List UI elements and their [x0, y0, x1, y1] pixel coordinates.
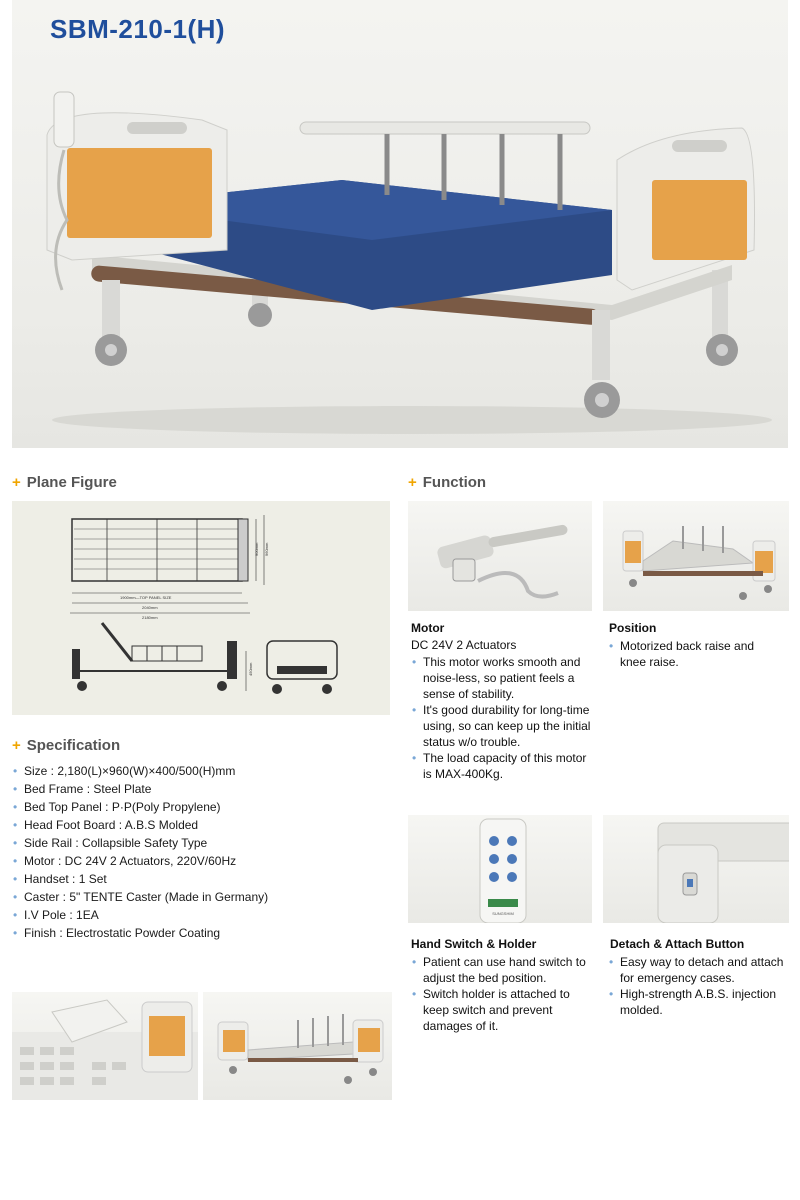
hero-section	[12, 0, 788, 448]
hand-switch-photo	[408, 815, 592, 923]
hospital-bed-image	[12, 60, 788, 448]
handset-brand: SUNGSHIM	[492, 911, 514, 916]
spec-item: • I.V Pole : 1EA	[12, 906, 392, 924]
detach-button-image	[603, 815, 789, 923]
spec-item: • Motor : DC 24V 2 Actuators, 220V/60Hz	[12, 852, 392, 870]
dim-label-width-a: 900mm	[254, 542, 259, 556]
handset-image	[408, 815, 592, 923]
spec-item: • Head Foot Board : A.B.S Molded	[12, 816, 392, 834]
list-item: • It's good durability for long-time using, so can keep up the initial status w/o trouble.	[411, 702, 591, 750]
position-feature-list	[608, 638, 783, 670]
spec-item: • Finish : Electrostatic Powder Coating	[12, 924, 392, 942]
spec-item: • Handset : 1 Set	[12, 870, 392, 888]
spec-item: • Size : 2,180(L)×960(W)×400/500(H)mm	[12, 762, 392, 780]
bed-detail-photo-right	[203, 992, 392, 1100]
plus-icon: +	[12, 737, 21, 754]
page-title: SBM-210-1(H)	[50, 14, 226, 44]
plus-icon: +	[408, 474, 417, 491]
dim-label-height: 450mm	[248, 662, 253, 676]
motor-actuator-image	[408, 501, 592, 611]
list-item: • Switch holder is attached to keep switch and prevent damages of it.	[411, 986, 591, 1034]
dim-label-mid: 2040mm	[142, 605, 158, 610]
detach-photo	[603, 815, 789, 923]
technical-drawing	[12, 501, 390, 715]
spec-item: • Side Rail : Collapsible Safety Type	[12, 834, 392, 852]
dim-label-width-b: 960mm	[264, 542, 269, 556]
bed-side-image	[203, 992, 392, 1100]
motor-photo	[408, 501, 592, 611]
detach-feature-list	[608, 954, 788, 1018]
function-heading: + Function	[408, 474, 487, 491]
detach-title: Detach & Attach Button	[610, 937, 745, 951]
list-item: • The load capacity of this motor is MAX-400Kg.	[411, 750, 591, 782]
bed-top-panel-image	[12, 992, 198, 1100]
motor-subtitle: DC 24V 2 Actuators	[411, 638, 517, 652]
bed-position-image	[603, 501, 789, 611]
hand-switch-title: Hand Switch & Holder	[411, 937, 537, 951]
hand-switch-feature-list	[411, 954, 591, 1034]
bed-detail-photo-left	[12, 992, 198, 1100]
list-item: • High-strength A.B.S. injection molded.	[608, 986, 788, 1018]
list-item: • Patient can use hand switch to adjust the bed position.	[411, 954, 591, 986]
spec-item: • Bed Top Panel : P·P(Poly Propylene)	[12, 798, 392, 816]
spec-item: • Bed Frame : Steel Plate	[12, 780, 392, 798]
motor-title: Motor	[411, 621, 445, 635]
plane-figure-diagram	[12, 501, 390, 715]
spec-item: • Caster : 5" TENTE Caster (Made in Germany)	[12, 888, 392, 906]
specification-heading: + Specification	[12, 737, 121, 754]
list-item: • Easy way to detach and attach for emergency cases.	[608, 954, 788, 986]
position-photo	[603, 501, 789, 611]
dim-label-top-panel: 1900mm—TOP PANEL SIZE	[120, 595, 172, 600]
motor-feature-list	[411, 654, 591, 782]
specification-list	[12, 762, 392, 942]
list-item: • This motor works smooth and noise-less, so patient feels a sense of stability.	[411, 654, 591, 702]
position-title: Position	[609, 621, 657, 635]
plus-icon: +	[12, 474, 21, 491]
plane-figure-heading: + Plane Figure	[12, 474, 117, 491]
list-item: • Motorized back raise and knee raise.	[608, 638, 783, 670]
dim-label-outer: 2180mm	[142, 615, 158, 620]
